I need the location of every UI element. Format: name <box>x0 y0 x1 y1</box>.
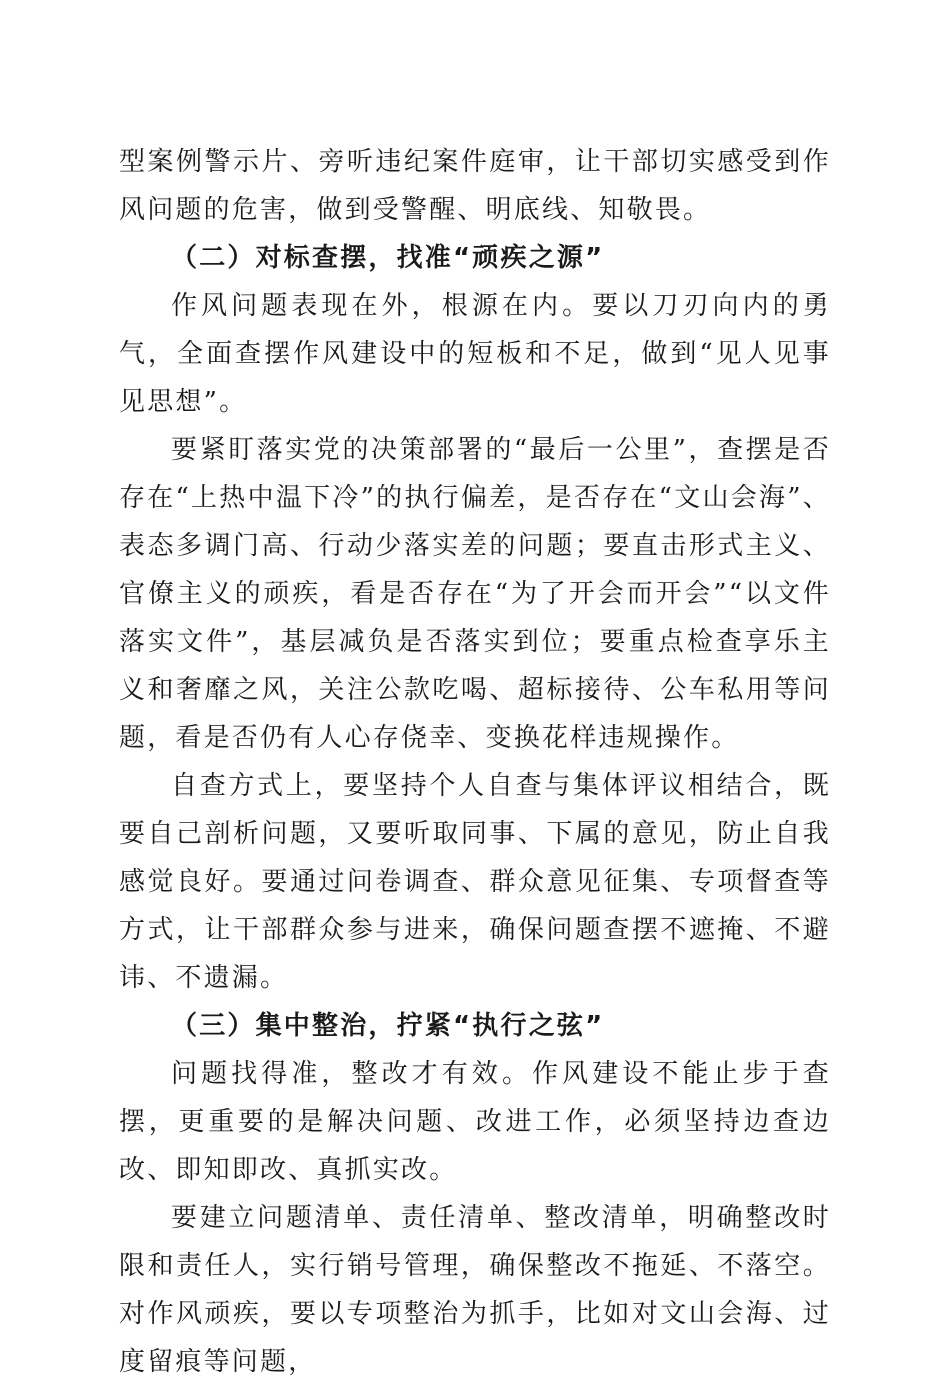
paragraph: 作风问题表现在外，根源在内。要以刀刃向内的勇气，全面查摆作风建设中的短板和不足，做到“见人见事见思想”。 <box>119 291 831 417</box>
section-heading-3: （三）集中整治，拧紧“执行之弦” <box>171 1011 605 1041</box>
paragraph: 问题找得准，整改才有效。作风建设不能止步于查摆，更重要的是解决问题、改进工作，必须坚持边查边改、即知即改、真抓实改。 <box>119 1059 831 1185</box>
document-body <box>119 138 831 1386</box>
paragraph-continued: 型案例警示片、旁听违纪案件庭审，让干部切实感受到作风问题的危害，做到受警醒、明底线、知敬畏。 <box>119 147 831 225</box>
paragraph: 要紧盯落实党的决策部署的“最后一公里”，查摆是否存在“上热中温下冷”的执行偏差，是否存在“文山会海”、表态多调门高、行动少落实差的问题；要直击形式主义、官僚主义的顽疾，看是否存在“为了开会而开会”“以文件落实文件”，基层减负是否落实到位；要重点检查享乐主义和奢靡之风，关注公款吃喝、超标接待、公车私用等问题，看是否仍有人心存侥幸、变换花样违规操作。 <box>119 435 831 753</box>
section-heading-2: （二）对标查摆，找准“顽疾之源” <box>171 243 605 273</box>
paragraph: 自查方式上，要坚持个人自查与集体评议相结合，既要自己剖析问题，又要听取同事、下属的意见，防止自我感觉良好。要通过问卷调查、群众意见征集、专项督查等方式，让干部群众参与进来，确保问题查摆不遮掩、不避讳、不遗漏。 <box>119 771 831 993</box>
paragraph: 要建立问题清单、责任清单、整改清单，明确整改时限和责任人，实行销号管理，确保整改不拖延、不落空。对作风顽疾，要以专项整治为抓手，比如对文山会海、过度留痕等问题， <box>119 1203 831 1377</box>
